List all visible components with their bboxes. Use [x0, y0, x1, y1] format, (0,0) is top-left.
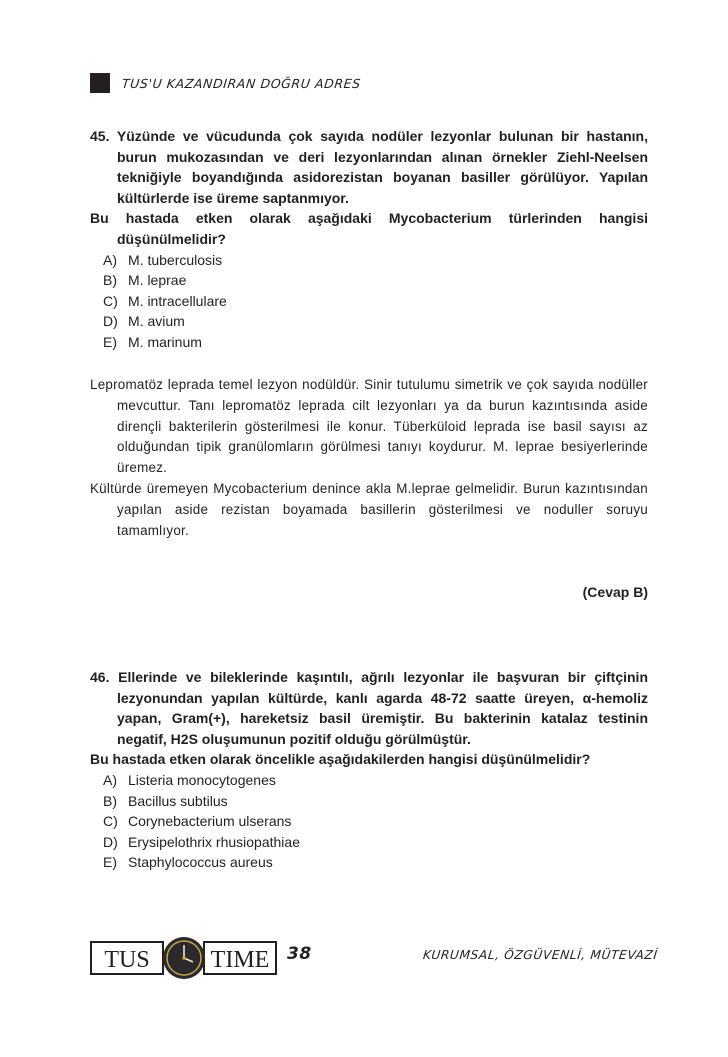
tus-time-logo — [90, 936, 278, 980]
explanation-paragraph: Kültürde üremeyen Mycobacterium denince akla M.leprae gelmelidir. Burun kazıntısından yapılan aside rezistan boyamada basillerin gösterilmesi ve noduller soruyu tamamlıyor. — [90, 480, 648, 538]
footer-motto: KURUMSAL, ÖZGÜVENLİ, MÜTEVAZİ — [422, 948, 659, 962]
header-square-mark — [90, 73, 110, 93]
option-d[interactable]: D) M. avium — [103, 313, 185, 330]
header-slogan: TUS'U KAZANDIRAN DOĞRU ADRES — [121, 76, 362, 91]
option-e[interactable]: E) M. marinum — [103, 333, 202, 350]
option-c[interactable]: C) M. intracellulare — [103, 292, 227, 309]
question-46 — [90, 667, 648, 873]
option-c[interactable]: C) Corynebacterium ulserans — [103, 813, 292, 830]
option-e[interactable]: E) Staphylococcus aureus — [103, 854, 273, 871]
logo-right-text: TIME — [210, 947, 270, 973]
option-b[interactable]: B) M. leprae — [103, 272, 187, 289]
question-45-prompt: Bu hastada etken olarak aşağıdaki Mycobacterium türlerinden hangisi düşünülmelidir? — [90, 210, 648, 247]
logo-left-text: TUS — [104, 947, 150, 973]
question-46-prompt: Bu hastada etken olarak öncelikle aşağıdakilerden hangisi düşünülmelidir? — [90, 751, 591, 768]
option-a[interactable]: A) M. tuberculosis — [103, 251, 223, 268]
question-46-options — [90, 770, 648, 873]
question-45-stem: 45. Yüzünde ve vücudunda çok sayıda nodüler lezyonlar bulunan bir hastanın, burun mukozasından ve deri lezyonlarından alınan örnekler Ziehl-Neelsen tekniğiyle boyandığında asidorezistan boyanan basiller görülüyor. Yapılan kültürlerde ise üreme saptanmıyor. — [90, 128, 648, 206]
option-d[interactable]: D) Erysipelothrix rhusiopathiae — [103, 833, 300, 850]
answer-label: (Cevap B) — [582, 584, 648, 600]
question-45 — [90, 126, 648, 353]
option-b[interactable]: B) Bacillus subtilus — [103, 792, 228, 809]
question-46-stem: 46. Ellerinde ve bileklerinde kaşıntılı, ağrılı lezyonlar ile başvuran bir çiftçinin lezyonundan yapılan kültürde, kanlı agarda 48-72 saatte üreyen, α-hemoliz yapan, Gram(+), hareketsiz basil üremiştir. Bu bakterinin katalaz testinin negatif, H2S oluşumunun pozitif olduğu görülmüştür. — [90, 669, 648, 747]
question-45-options — [90, 250, 648, 353]
explanation-paragraph: Lepromatöz leprada temel lezyon nodüldür. Sinir tutulumu simetrik ve çok sayıda nodüller mevcuttur. Tanı lepromatöz leprada cilt lezyonları ya da burun kazıntısında aside dirençli bakterilerin gösterilmesi ile konur. Tüberküloid leprada ise basil sayısı az olduğundan tipik granülomların görülmesi tanıyı koydurur. M. leprae besiyerlerinde üremez. — [90, 377, 648, 476]
question-45-explanation — [90, 375, 648, 541]
option-a[interactable]: A) Listeria monocytogenes — [103, 771, 276, 788]
page-number: 38 — [287, 944, 312, 964]
clock-icon — [163, 937, 205, 979]
